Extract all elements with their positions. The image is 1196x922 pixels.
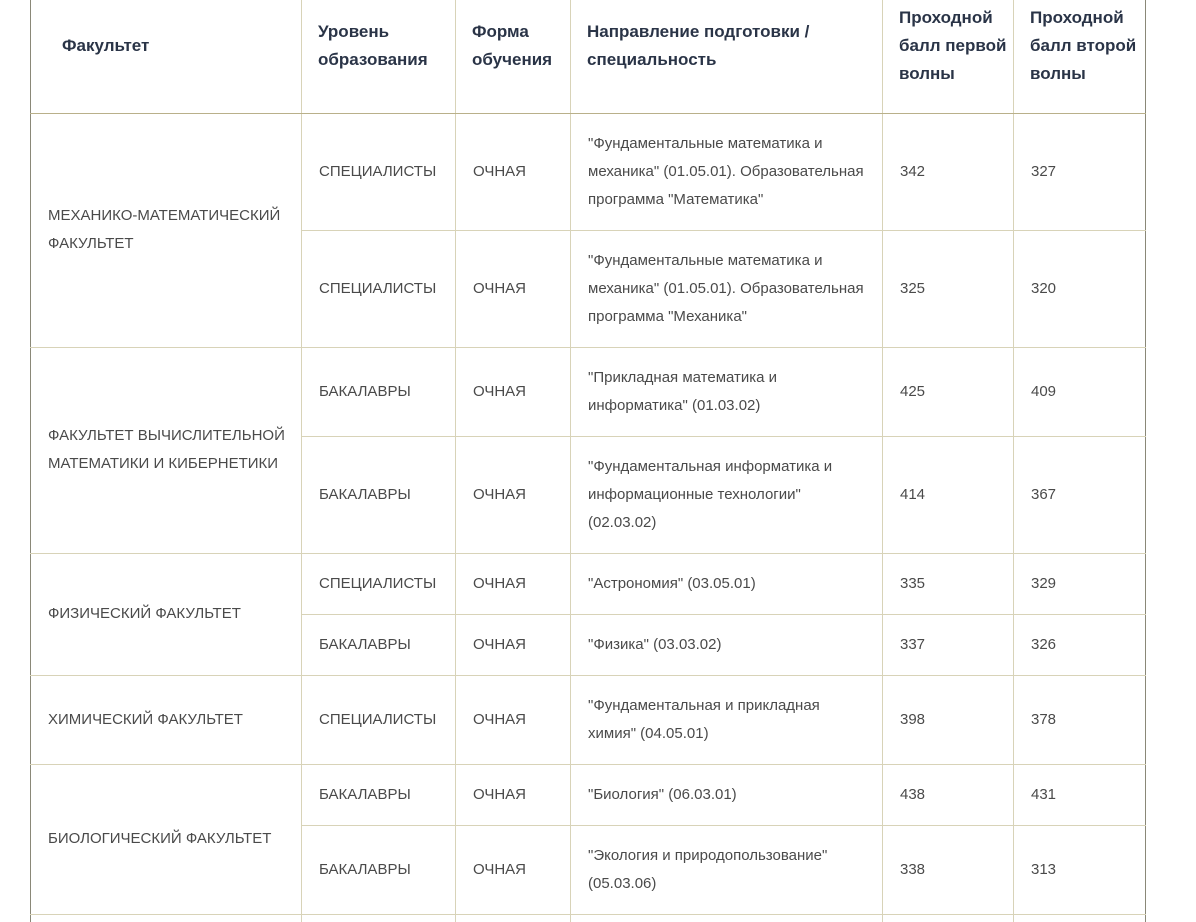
table-body: [31, 113, 1146, 922]
score-first-cell: 335: [883, 553, 1014, 614]
form-cell: ОЧНАЯ: [456, 614, 571, 675]
score-second-cell: 378: [1014, 675, 1146, 764]
level-cell: СПЕЦИАЛИСТЫ: [302, 675, 456, 764]
table-row: [31, 553, 1146, 614]
direction-cell: "Прикладная математика и информатика" (01.03.02): [571, 347, 883, 436]
direction-cell: "Фундаментальная информатика и информационные технологии" (02.03.02): [571, 436, 883, 553]
empty-cell: [571, 914, 883, 922]
score-second-cell: 313: [1014, 825, 1146, 914]
table-row: [31, 347, 1146, 436]
header-score-second: Проходной балл второй волны: [1014, 0, 1146, 113]
form-cell: ОЧНАЯ: [456, 436, 571, 553]
level-cell: СПЕЦИАЛИСТЫ: [302, 553, 456, 614]
level-cell: СПЕЦИАЛИСТЫ: [302, 113, 456, 230]
faculty-name: БИОЛОГИЧЕСКИЙ ФАКУЛЬТЕТ: [31, 764, 302, 914]
empty-cell: [31, 914, 302, 922]
header-faculty: Факультет: [31, 0, 302, 113]
table-row-partial: [31, 914, 1146, 922]
direction-cell: "Фундаментальные математика и механика" (01.05.01). Образовательная программа "Механика": [571, 230, 883, 347]
level-cell: БАКАЛАВРЫ: [302, 436, 456, 553]
score-second-cell: 409: [1014, 347, 1146, 436]
direction-cell: "Биология" (06.03.01): [571, 764, 883, 825]
direction-cell: "Экология и природопользование" (05.03.06): [571, 825, 883, 914]
header-direction: Направление подготовки / специальность: [571, 0, 883, 113]
direction-cell: "Физика" (03.03.02): [571, 614, 883, 675]
score-second-cell: 329: [1014, 553, 1146, 614]
score-second-cell: 367: [1014, 436, 1146, 553]
faculty-name: ФАКУЛЬТЕТ ВЫЧИСЛИТЕЛЬНОЙ МАТЕМАТИКИ И КИБЕРНЕТИКИ: [31, 347, 302, 553]
form-cell: ОЧНАЯ: [456, 675, 571, 764]
score-first-cell: 414: [883, 436, 1014, 553]
level-cell: СПЕЦИАЛИСТЫ: [302, 230, 456, 347]
empty-cell: [1014, 914, 1146, 922]
header-form: Форма обучения: [456, 0, 571, 113]
score-second-cell: 431: [1014, 764, 1146, 825]
score-first-cell: 325: [883, 230, 1014, 347]
empty-cell: [302, 914, 456, 922]
table-row: [31, 675, 1146, 764]
level-cell: БАКАЛАВРЫ: [302, 347, 456, 436]
table-header: [31, 0, 1146, 113]
table-row: [31, 764, 1146, 825]
score-first-cell: 398: [883, 675, 1014, 764]
score-second-cell: 326: [1014, 614, 1146, 675]
direction-cell: "Фундаментальные математика и механика" (01.05.01). Образовательная программа "Математика": [571, 113, 883, 230]
score-second-cell: 327: [1014, 113, 1146, 230]
form-cell: ОЧНАЯ: [456, 113, 571, 230]
admission-scores-table: [30, 0, 1146, 922]
form-cell: ОЧНАЯ: [456, 825, 571, 914]
direction-cell: "Астрономия" (03.05.01): [571, 553, 883, 614]
score-first-cell: 337: [883, 614, 1014, 675]
score-first-cell: 438: [883, 764, 1014, 825]
empty-cell: [456, 914, 571, 922]
score-first-cell: 425: [883, 347, 1014, 436]
form-cell: ОЧНАЯ: [456, 553, 571, 614]
faculty-name: МЕХАНИКО-МАТЕМАТИЧЕСКИЙ ФАКУЛЬТЕТ: [31, 113, 302, 347]
faculty-name: ФИЗИЧЕСКИЙ ФАКУЛЬТЕТ: [31, 553, 302, 675]
form-cell: ОЧНАЯ: [456, 347, 571, 436]
empty-cell: [883, 914, 1014, 922]
level-cell: БАКАЛАВРЫ: [302, 764, 456, 825]
score-second-cell: 320: [1014, 230, 1146, 347]
table-row: [31, 113, 1146, 230]
form-cell: ОЧНАЯ: [456, 230, 571, 347]
score-first-cell: 342: [883, 113, 1014, 230]
score-first-cell: 338: [883, 825, 1014, 914]
header-score-first: Проходной балл первой волны: [883, 0, 1014, 113]
level-cell: БАКАЛАВРЫ: [302, 825, 456, 914]
faculty-name: ХИМИЧЕСКИЙ ФАКУЛЬТЕТ: [31, 675, 302, 764]
form-cell: ОЧНАЯ: [456, 764, 571, 825]
header-level: Уровень образования: [302, 0, 456, 113]
direction-cell: "Фундаментальная и прикладная химия" (04.05.01): [571, 675, 883, 764]
level-cell: БАКАЛАВРЫ: [302, 614, 456, 675]
